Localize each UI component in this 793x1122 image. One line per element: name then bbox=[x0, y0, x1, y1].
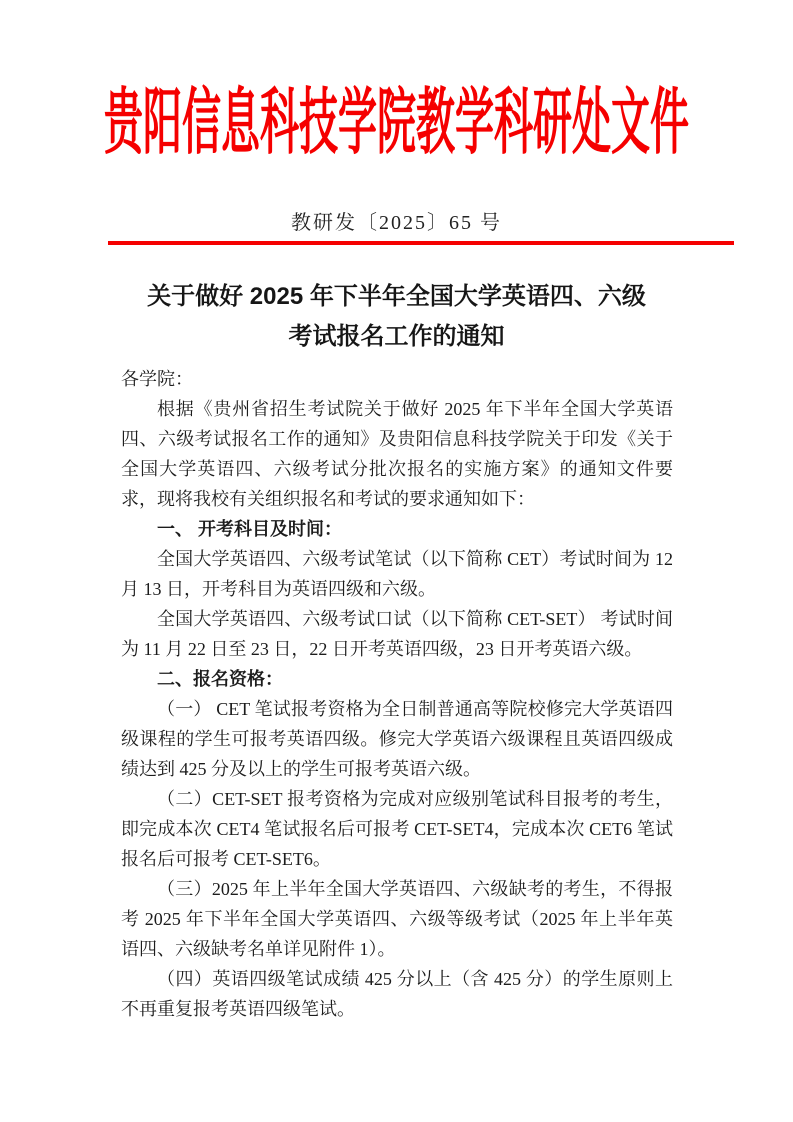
section-2-item-3: （三）2025 年上半年全国大学英语四、六级缺考的考生，不得报考 2025 年下半年全国大学英语四、六级等级考试（2025 年上半年英语四、六级缺考名单详见附件 1）。 bbox=[121, 879, 673, 959]
document-number: 教研发〔2025〕65 号 bbox=[291, 212, 502, 234]
document-title bbox=[0, 277, 793, 357]
intro-paragraph: 根据《贵州省招生考试院关于做好 2025 年下半年全国大学英语四、六级考试报名工作的通知》及贵阳信息科技学院关于印发《关于全国大学英语四、六级考试分批次报名的实施方案》的通知文件要求，现将我校有关组织报名和考试的要求通知如下： bbox=[121, 399, 673, 509]
document-body bbox=[121, 364, 673, 1024]
agency-header-title: 贵阳信息科技学院教学科研处文件 bbox=[103, 84, 689, 164]
document-title-line-2: 考试报名工作的通知 bbox=[288, 323, 505, 350]
salutation: 各学院： bbox=[121, 369, 193, 389]
section-1-paragraph-oral-test: 全国大学英语四、六级考试口试（以下简称 CET-SET） 考试时间为 11 月 22 日至 23 日，22 日开考英语四级，23 日开考英语六级。 bbox=[121, 609, 673, 659]
section-2-item-2: （二）CET-SET 报考资格为完成对应级别笔试科目报考的考生，即完成本次 CET4 笔试报名后可报考 CET-SET4，完成本次 CET6 笔试报名后可报考 CET-SET6。 bbox=[121, 789, 673, 869]
section-2-heading: 二、报名资格： bbox=[157, 669, 283, 689]
section-2-item-1: （一） CET 笔试报考资格为全日制普通高等院校修完大学英语四级课程的学生可报考英语四级。修完大学英语六级课程且英语四级成绩达到 425 分及以上的学生可报考英语六级。 bbox=[121, 699, 673, 779]
section-1-heading: 一、 开考科目及时间： bbox=[157, 519, 342, 539]
section-1-paragraph-written-test: 全国大学英语四、六级考试笔试（以下简称 CET）考试时间为 12 月 13 日，开考科目为英语四级和六级。 bbox=[121, 549, 673, 599]
document-title-line-1: 关于做好 2025 年下半年全国大学英语四、六级 bbox=[147, 283, 646, 310]
red-divider-line bbox=[108, 241, 734, 245]
section-2-item-4: （四）英语四级笔试成绩 425 分以上（含 425 分）的学生原则上不再重复报考英语四级笔试。 bbox=[121, 969, 673, 1019]
